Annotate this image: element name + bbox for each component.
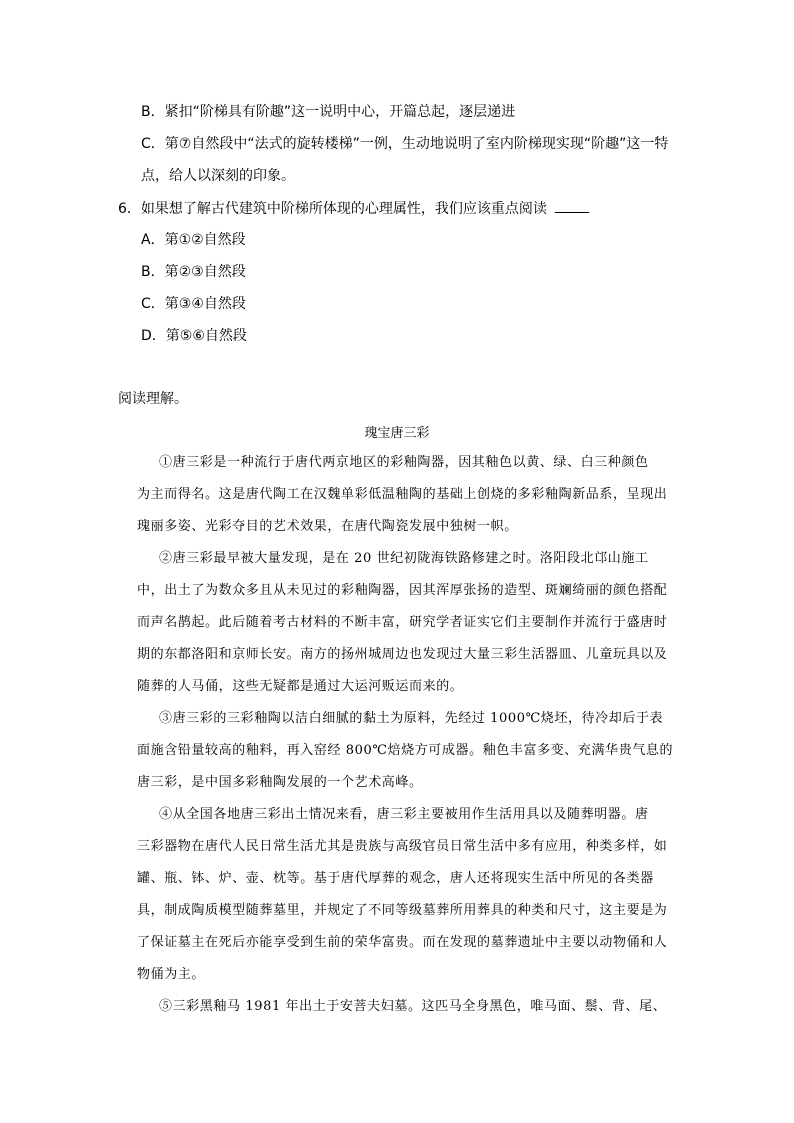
passage-line: 而声名鹊起。此后随着考古材料的不断丰富，研究学者证实它们主要制作并流行于盛唐时 xyxy=(137,615,668,630)
question-6-option-a: A．第①②自然段 xyxy=(141,232,246,248)
section-heading: 阅读理解。 xyxy=(118,391,188,407)
question-6-option-c: C．第③④自然段 xyxy=(141,296,246,312)
passage-line: 唐三彩，是中国多彩釉陶发展的一个艺术高峰。 xyxy=(137,775,423,790)
question-6-option-d: D．第⑤⑥自然段 xyxy=(141,328,247,344)
question-6-option-b: B．第②③自然段 xyxy=(141,264,246,280)
passage-line: ②唐三彩最早被大量发现，是在 20 世纪初陇海铁路修建之时。洛阳段北邙山施工 xyxy=(159,551,649,566)
passage-line: 面施含铅量较高的釉料，再入窑经 800℃焙烧方可成器。釉色丰富多变、充满华贵气息的 xyxy=(137,743,674,758)
passage-line: 三彩器物在唐代人民日常生活尤其是贵族与高级官员日常生活中多有应用，种类多样，如 xyxy=(137,839,668,854)
passage-line: 瑰丽多姿、光彩夺目的艺术效果，在唐代陶瓷发展中独树一帜。 xyxy=(137,519,518,534)
option-b-previous: B．紧扣“阶梯具有阶趣”这一说明中心，开篇总起，逐层递进 xyxy=(141,104,516,120)
question-6-stem xyxy=(118,198,589,219)
option-c-previous-line1: C．第⑦自然段中“法式的旋转楼梯”一例，生动地说明了室内阶梯现实现“阶趣”这一特 xyxy=(141,136,669,152)
passage-line: ③唐三彩的三彩釉陶以洁白细腻的黏土为原料，先经过 1000℃烧坯，待冷却后于表 xyxy=(159,711,664,726)
question-6-text: 6．如果想了解古代建筑中阶梯所体现的心理属性，我们应该重点阅读 xyxy=(118,201,547,217)
passage-title: 瑰宝唐三彩 xyxy=(364,426,430,441)
passage-line: ①唐三彩是一种流行于唐代两京地区的彩釉陶器，因其釉色以黄、绿、白三种颜色 xyxy=(159,455,649,470)
passage-line: 随葬的人马俑，这些无疑都是通过大运河贩运而来的。 xyxy=(137,679,464,694)
passage-line: 物俑为主。 xyxy=(137,967,206,982)
passage-line: 罐、瓶、钵、炉、壶、枕等。基于唐代厚葬的观念，唐人还将现实生活中所见的各类器 xyxy=(137,871,654,886)
passage-line: 为主而得名。这是唐代陶工在汉魏单彩低温釉陶的基础上创烧的多彩釉陶新品系，呈现出 xyxy=(137,487,668,502)
passage-line: 具，制成陶质模型随葬墓里，并规定了不同等级墓葬所用葬具的种类和尺寸，这主要是为 xyxy=(137,903,668,918)
passage-line: 期的东都洛阳和京师长安。南方的扬州城周边也发现过大量三彩生活器皿、儿童玩具以及 xyxy=(137,647,668,662)
option-c-previous-line2: 点，给人以深刻的印象。 xyxy=(141,168,295,184)
passage-line: ④从全国各地唐三彩出土情况来看，唐三彩主要被用作生活用具以及随葬明器。唐 xyxy=(159,807,649,822)
passage-line: 了保证墓主在死后亦能享受到生前的荣华富贵。而在发现的墓葬遗址中主要以动物俑和人 xyxy=(137,935,668,950)
passage-line: 中，出土了为数众多且从未见过的彩釉陶器，因其浑厚张扬的造型、斑斓绮丽的颜色搭配 xyxy=(137,583,668,598)
passage-line: ⑤三彩黑釉马 1981 年出土于安菩夫妇墓。这匹马全身黑色，唯马面、鬃、背、尾、 xyxy=(159,999,667,1014)
answer-blank xyxy=(555,198,589,213)
